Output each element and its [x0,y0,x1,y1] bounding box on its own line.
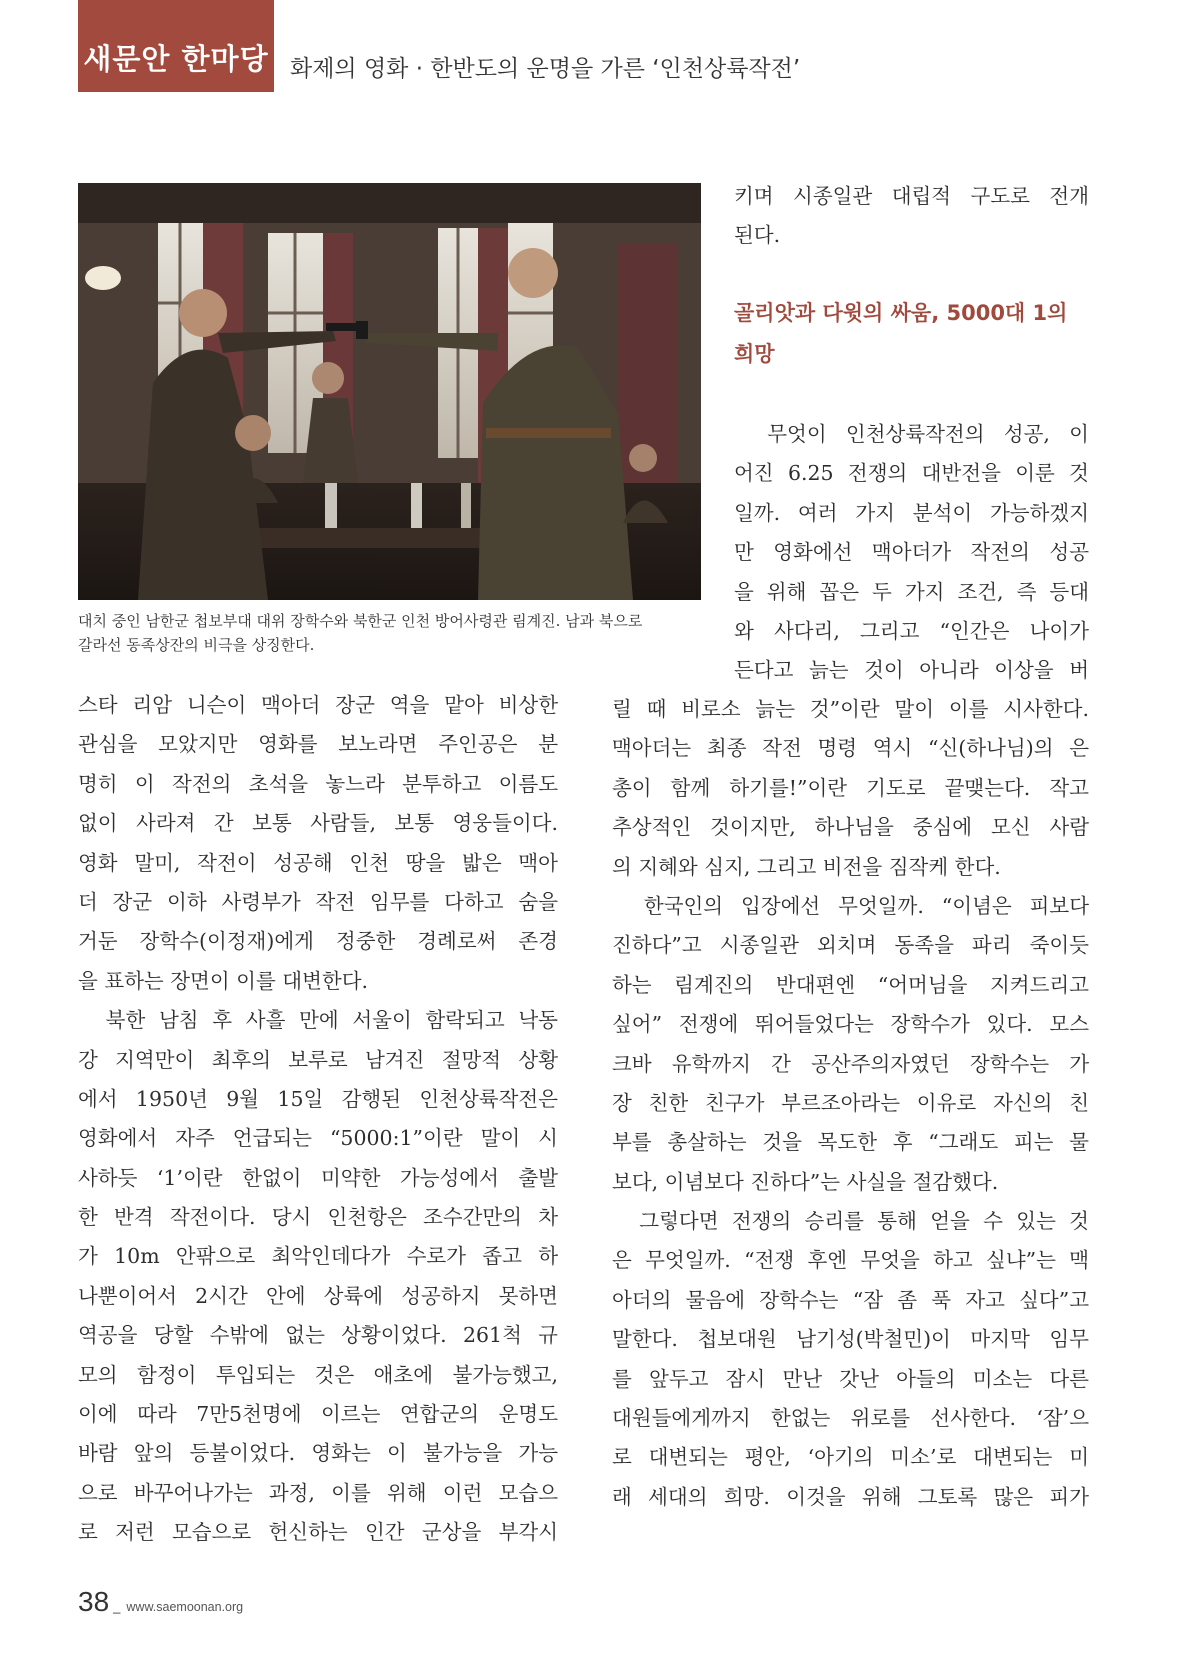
text-line: 무엇이 인천상륙작전의 성공, 이 [734,422,1089,446]
text-line: 영화에서 자주 언급되는 “5000:1”이란 말이 시 [78,1126,558,1151]
text-line: 북한 남침 후 사흘 만에 서울이 함락되고 낙동 [78,1008,558,1033]
footer-separator: _ [113,1599,121,1614]
text-line: 스타 리암 니슨이 맥아더 장군 역을 맡아 비상한 [78,693,558,717]
text-line: 나뿐이어서 2시간 안에 상륙에 성공하지 못하면 [78,1283,558,1308]
text-line: 일까. 여러 가지 분석이 가능하겠지 [734,500,1089,525]
text-line: 명히 이 작전의 초석을 놓느라 분투하고 이름도 [78,771,558,796]
caption-line: 갈라선 동족상잔의 비극을 상징한다. [78,636,315,654]
text-line: 모의 함정이 투입되는 것은 애초에 불가능했고, [78,1362,558,1387]
text-line: 한 반격 작전이다. 당시 인천항은 조수간만의 차 [78,1205,558,1230]
subheading-line: 희망 [734,342,775,366]
text-line: 로 저런 모습으로 헌신하는 인간 군상을 부각시 [78,1520,558,1545]
text-line: 릴 때 비로소 늙는 것”이란 말이 이를 시사한다. [612,697,1089,721]
text-line: 으로 바꾸어나가는 과정, 이를 위해 이런 모습으 [78,1480,558,1505]
text-line: 와 사다리, 그리고 “인간은 나이가 [734,618,1089,643]
text-line: 을 위해 꼽은 두 가지 조건, 즉 등대 [734,579,1089,604]
text-line: 진하다”고 시종일관 외치며 동족을 파리 죽이듯 [612,933,1089,958]
text-line: 보다, 이념보다 진하다”는 사실을 절감했다. [612,1169,999,1194]
text-line: 로 대변되는 평안, ‘아기의 미소’로 대변되는 미 [612,1445,1089,1470]
page-number: 38 [78,1586,110,1617]
body-text-right-column-wide [612,690,1089,1517]
website-url[interactable]: www.saemoonan.org [126,1600,244,1614]
text-line: 가 10m 안팎으로 최악인데다가 수로가 좁고 하 [78,1244,558,1269]
text-line: 추상적인 것이지만, 하나님을 중심에 모신 사람 [612,815,1089,840]
section-subheading [734,293,1089,375]
text-line: 어진 6.25 전쟁의 대반전을 이룬 것 [734,461,1089,486]
text-line: 하는 림계진의 반대편엔 “어머님을 지켜드리고 [612,972,1089,997]
text-line: 관심을 모았지만 영화를 보노라면 주인공은 분 [78,732,558,757]
text-line: 총이 함께 하기를!”이란 기도로 끝맺는다. 작고 [612,775,1089,800]
body-text-right-column-narrow [734,415,1089,691]
text-line: 더 장군 이하 사령부가 작전 임무를 다하고 숨을 [78,889,558,914]
text-line: 키며 시종일관 대립적 구도로 전개 [734,184,1089,208]
text-line: 부를 총살하는 것을 목도한 후 “그래도 피는 물 [612,1130,1089,1155]
text-line: 역공을 당할 수밖에 없는 상황이었다. 261척 규 [78,1323,558,1348]
photo-caption [78,609,708,657]
body-text-left-column [78,686,558,1553]
text-line: 강 지역만이 최후의 보루로 남겨진 절망적 상황 [78,1047,558,1072]
text-line: 래 세대의 희망. 이것을 위해 그토록 많은 피가 [612,1484,1089,1509]
text-line: 바람 앞의 등불이었다. 영화는 이 불가능을 가능 [78,1441,558,1466]
article-title: 화제의 영화 · 한반도의 운명을 가른 ‘인천상륙작전’ [290,56,801,82]
text-line: 은 무엇일까. “전쟁 후엔 무엇을 하고 싶냐”는 맥 [612,1248,1089,1273]
film-still-illustration [78,183,701,600]
film-still-photo [78,183,701,600]
text-line: 의 지혜와 심지, 그리고 비전을 짐작케 한다. [612,854,1001,879]
text-line: 맥아더는 최종 작전 명령 역시 “신(하나님)의 은 [612,736,1089,761]
text-line: 말한다. 첩보대원 남기성(박철민)이 마지막 임무 [612,1327,1089,1352]
text-line: 거둔 장학수(이정재)에게 정중한 경례로써 존경 [78,929,558,954]
section-label: 새문안 한마당 [78,0,274,92]
text-line: 만 영화에선 맥아더가 작전의 성공 [734,540,1089,565]
text-line: 영화 말미, 작전이 성공해 인천 땅을 밟은 맥아 [78,850,558,875]
body-text-right-column-top [734,177,1089,256]
text-line: 에서 1950년 9월 15일 감행된 인천상륙작전은 [78,1086,558,1111]
text-line: 된다. [734,223,781,248]
text-line: 를 앞두고 잠시 만난 갓난 아들의 미소는 다른 [612,1366,1089,1391]
caption-line: 대치 중인 남한군 첩보부대 대위 장학수와 북한군 인천 방어사령관 림계진. 남과 북으로 [78,612,643,630]
text-line: 대원들에게까지 한없는 위로를 선사한다. ‘잠’으 [612,1406,1089,1431]
text-line: 그렇다면 전쟁의 승리를 통해 얻을 수 있는 것 [612,1209,1089,1234]
text-line: 이에 따라 7만5천명에 이르는 연합군의 운명도 [78,1402,558,1427]
text-line: 아더의 물음에 장학수는 “잠 좀 푹 자고 싶다”고 [612,1287,1089,1312]
text-line: 장 친한 친구가 부르조아라는 이유로 자신의 친 [612,1090,1089,1115]
text-line: 없이 사라져 간 보통 사람들, 보통 영웅들이다. [78,811,558,836]
text-line: 든다고 늙는 것이 아니라 이상을 버 [734,658,1089,683]
text-line: 사하듯 ‘1’이란 한없이 미약한 가능성에서 출발 [78,1165,558,1190]
text-line: 을 표하는 장면이 이를 대변한다. [78,968,369,993]
text-line: 싶어” 전쟁에 뛰어들었다는 장학수가 있다. 모스 [612,1012,1089,1037]
page-footer [78,1586,243,1622]
subheading-line: 골리앗과 다윗의 싸움, 5000대 1의 [734,301,1068,325]
text-line: 한국인의 입장에선 무엇일까. “이념은 피보다 [612,893,1089,918]
text-line: 크바 유학까지 간 공산주의자였던 장학수는 가 [612,1051,1089,1076]
